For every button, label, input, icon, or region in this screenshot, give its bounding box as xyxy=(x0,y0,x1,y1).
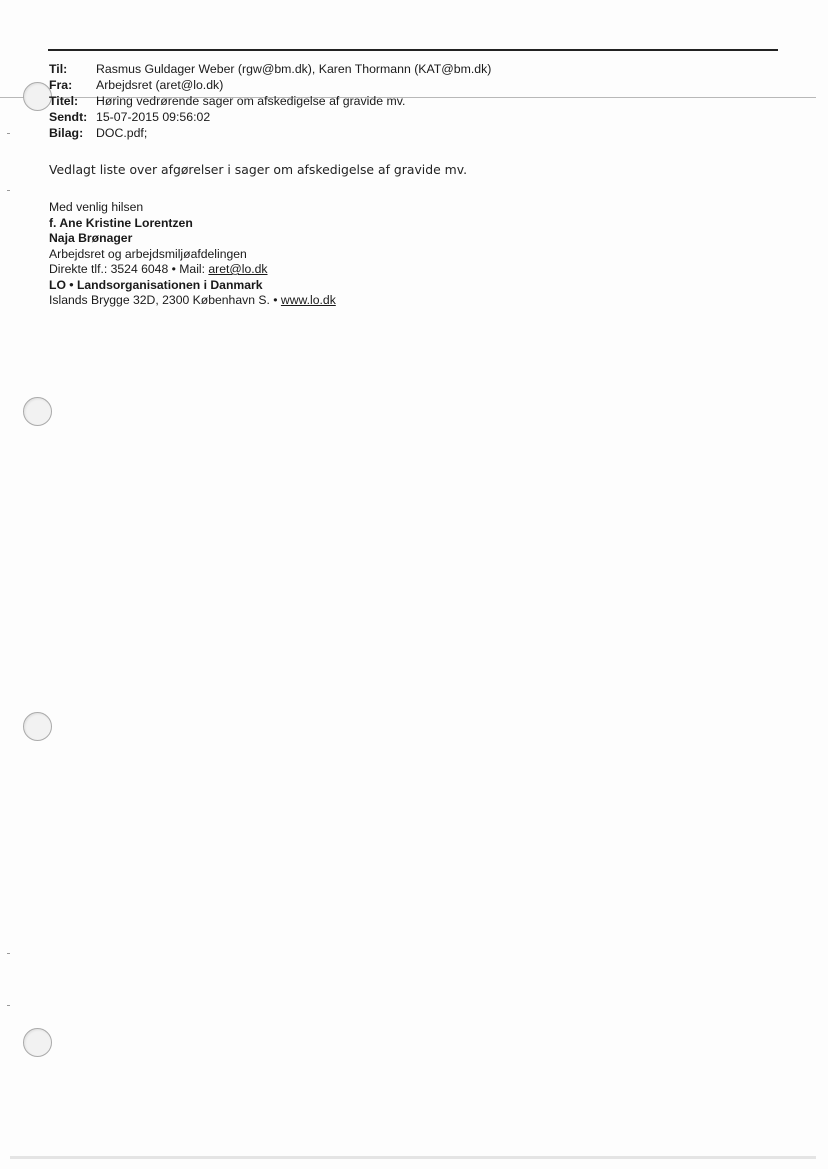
punch-hole xyxy=(23,1028,52,1057)
signature-contact xyxy=(49,262,336,278)
signature-department: Arbejdsret og arbejdsmiljøafdelingen xyxy=(49,246,247,261)
header-divider xyxy=(48,49,778,51)
header-row-title xyxy=(49,93,491,109)
header-label: Fra: xyxy=(49,78,73,92)
header-label: Titel: xyxy=(49,94,79,108)
header-row-attachment xyxy=(49,125,491,141)
header-value: 15-07-2015 09:56:02 xyxy=(96,110,211,124)
signature-greeting: Med venlig hilsen xyxy=(49,200,144,214)
address-text: Islands Brygge 32D, 2300 København S. • xyxy=(49,293,281,307)
header-row-sent xyxy=(49,109,491,125)
signature-name: Naja Brønager xyxy=(49,231,133,245)
email-header xyxy=(49,61,491,141)
punch-hole xyxy=(23,397,52,426)
contact-phone: Direkte tlf.: 3524 6048 • Mail: xyxy=(49,262,209,276)
scan-mark xyxy=(7,953,10,954)
punch-hole xyxy=(23,82,52,111)
email-link[interactable]: aret@lo.dk xyxy=(208,262,268,276)
header-value: Arbejdsret (aret@lo.dk) xyxy=(96,78,224,92)
website-link[interactable]: www.lo.dk xyxy=(280,293,336,307)
signature-name: f. Ane Kristine Lorentzen xyxy=(49,215,193,230)
scan-mark xyxy=(7,190,10,191)
header-label: Til: xyxy=(49,62,68,76)
header-row-from xyxy=(49,77,491,93)
email-signature xyxy=(49,200,336,309)
signature-organization: LO • Landsorganisationen i Danmark xyxy=(49,277,263,292)
signature-address xyxy=(49,293,336,309)
punch-hole xyxy=(23,712,52,741)
scan-mark xyxy=(7,133,10,134)
header-value: Rasmus Guldager Weber (rgw@bm.dk), Karen Thormann (KAT@bm.dk) xyxy=(96,62,492,76)
header-label: Bilag: xyxy=(49,126,84,140)
attachment-name: DOC.pdf; xyxy=(96,126,148,140)
header-value: Høring vedrørende sager om afskedigelse af gravide mv. xyxy=(96,94,406,108)
scan-mark xyxy=(7,1005,10,1006)
email-body: Vedlagt liste over afgørelser i sager om afskedigelse af gravide mv. xyxy=(49,162,468,177)
page-bottom-edge xyxy=(10,1156,816,1159)
header-label: Sendt: xyxy=(49,110,88,124)
header-row-to xyxy=(49,61,491,77)
